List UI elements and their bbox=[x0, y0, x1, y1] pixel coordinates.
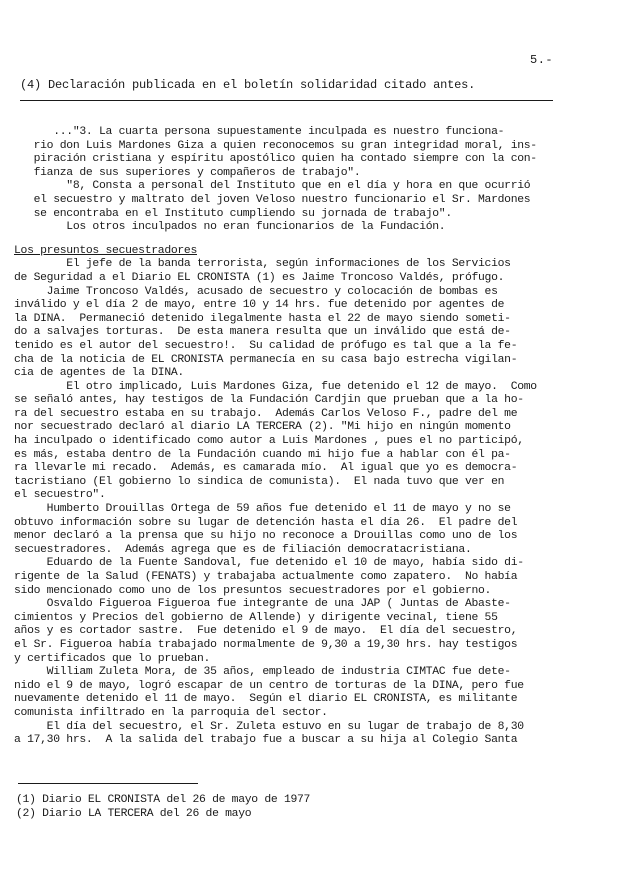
text-line: la DINA. Permaneció detenido ilegalmente hasta el 22 de mayo siendo someti- bbox=[14, 312, 511, 325]
text-line: ra llevarle mi recado. Además, es camarada mío. Al igual que yo es democra- bbox=[14, 462, 518, 475]
text-line: cia de agentes de la DINA. bbox=[14, 367, 184, 380]
text-line: "8, Consta a personal del Instituto que en el día y hora en que ocurrió bbox=[14, 180, 531, 193]
text-line: se encontraba en el Instituto cumpliendo su jornada de trabajo". bbox=[14, 207, 452, 220]
text-line: y certificados que lo prueban. bbox=[14, 652, 211, 665]
text-line: menor declaró a la prensa que su hijo no reconoce a Drouillas como uno de los bbox=[14, 530, 518, 543]
text-line: obtuvo información sobre su lugar de detención hasta el día 26. El padre del bbox=[14, 516, 518, 529]
text-line: rigente de la Salud (FENATS) y trabajaba actualmente como zapatero. No había bbox=[14, 571, 518, 583]
text-line: años y es cortador sastre. Fue detenido el 9 de mayo. El día del secuestro, bbox=[14, 625, 518, 638]
section-gap bbox=[14, 235, 614, 245]
header-note: (4) Declaración publicada en el boletín solidaridad citado antes. bbox=[20, 78, 476, 92]
text-line: cha de la noticia de EL CRONISTA permanecía en su casa bajo estrecha vigilan- bbox=[14, 353, 518, 366]
text-line: William Zuleta Mora, de 35 años, empleado de industria CIMTAC fue dete- bbox=[14, 666, 511, 679]
text-line: fianza de sus superiores y compañeros de trabajo". bbox=[14, 166, 361, 179]
footnote-rule bbox=[18, 783, 198, 784]
text-line: do a salvajes torturas. De esta manera resulta que un inválido que está de- bbox=[14, 326, 511, 339]
page-number: 5.- bbox=[530, 53, 554, 67]
header-rule bbox=[20, 100, 553, 101]
text-line: secuestradores. Además agrega que es de filiación democratacristiana. bbox=[14, 543, 472, 556]
text-line: ha inculpado o identificado como autor a Luis Mardones , pues el no participó, bbox=[14, 435, 524, 448]
text-line: tenido es el autor del secuestro!. Su calidad de prófugo es tal que a la fe- bbox=[14, 339, 518, 352]
text-line: tacristiano (El gobierno lo sindica de comunista). El nada tuvo que ver en bbox=[14, 475, 505, 488]
text-line: nuevamente detenido el 11 de mayo. Según el diario EL CRONISTA, es militante bbox=[14, 693, 518, 706]
text-line: inválido y el día 2 de mayo, entre 10 y 14 hrs. fue detenido por agentes de bbox=[14, 299, 505, 312]
text-line: el secuestro y maltrato del joven Veloso nuestro funcionario el Sr. Mardones bbox=[14, 193, 531, 206]
text-line: comunista infiltrado en la parroquia del sector. bbox=[14, 706, 328, 719]
text-line: ..."3. La cuarta persona supuestamente inculpada es nuestro funciona- bbox=[14, 126, 505, 138]
text-line: Eduardo de la Fuente Sandoval, fue detenido el 10 de mayo, había sido di- bbox=[14, 557, 524, 570]
text-line: nido el 9 de mayo, logró escapar de un centro de torturas de la DINA, pero fue bbox=[14, 679, 524, 692]
text-line: el secuestro". bbox=[14, 489, 106, 502]
text-line: Osvaldo Figueroa Figueroa fue integrante de una JAP ( Juntas de Abaste- bbox=[14, 598, 511, 611]
text-line: es más, estaba dentro de la Fundación cuando mi hijo fue a hablar con él pa- bbox=[14, 448, 511, 461]
text-line: El día del secuestro, el Sr. Zuleta estuvo en su lugar de trabajo de 8,30 bbox=[14, 720, 524, 733]
section-heading: Los presuntos secuestradores bbox=[14, 244, 197, 257]
text-line: sido mencionado como uno de los presuntos secuestradores por el gobierno. bbox=[14, 584, 492, 597]
footnote: (2) Diario LA TERCERA del 26 de mayo bbox=[16, 808, 252, 820]
text-line: Los otros inculpados no eran funcionarios de la Fundación. bbox=[14, 221, 446, 234]
text-line: Jaime Troncoso Valdés, acusado de secuestro y colocación de bombas es bbox=[14, 285, 498, 298]
text-line: Humberto Drouillas Ortega de 59 años fue detenido el 11 de mayo y no se bbox=[14, 503, 511, 516]
text-line: de Seguridad a el Diario EL CRONISTA (1) es Jaime Troncoso Valdés, prófugo. bbox=[14, 271, 505, 284]
text-line: nor secuestrado declaró al diario LA TERCERA (2). "Mi hijo en ningún momento bbox=[14, 421, 511, 434]
text-line: piración cristiana y espíritu apostólico quien ha contado siempre con la con- bbox=[14, 153, 537, 166]
text-line: cimientos y Precios del gobierno de Allende) y dirigente vecinal, tiene 55 bbox=[14, 611, 498, 624]
text-line: rio don Luis Mardones Giza a quien reconocemos su gran integridad moral, ins- bbox=[14, 139, 537, 152]
text-line: se señaló antes, hay testigos de la Fundación Cardjin que prueban que a la ho- bbox=[14, 394, 524, 407]
document-body bbox=[14, 126, 614, 748]
text-line: El jefe de la banda terrorista, según informaciones de los Servicios bbox=[14, 258, 511, 271]
text-line: ra del secuestro estaba en su trabajo. Además Carlos Veloso F., padre del me bbox=[14, 407, 518, 420]
text-line: El otro implicado, Luis Mardones Giza, fue detenido el 12 de mayo. Como bbox=[14, 380, 537, 393]
footnote: (1) Diario EL CRONISTA del 26 de mayo de 1977 bbox=[16, 794, 311, 806]
text-line: a 17,30 hrs. A la salida del trabajo fue a buscar a su hija al Colegio Santa bbox=[14, 734, 518, 747]
footnotes bbox=[16, 793, 310, 821]
text-line: el Sr. Figueroa había trabajado normalmente de 9,30 a 19,30 hrs. hay testigos bbox=[14, 638, 518, 651]
